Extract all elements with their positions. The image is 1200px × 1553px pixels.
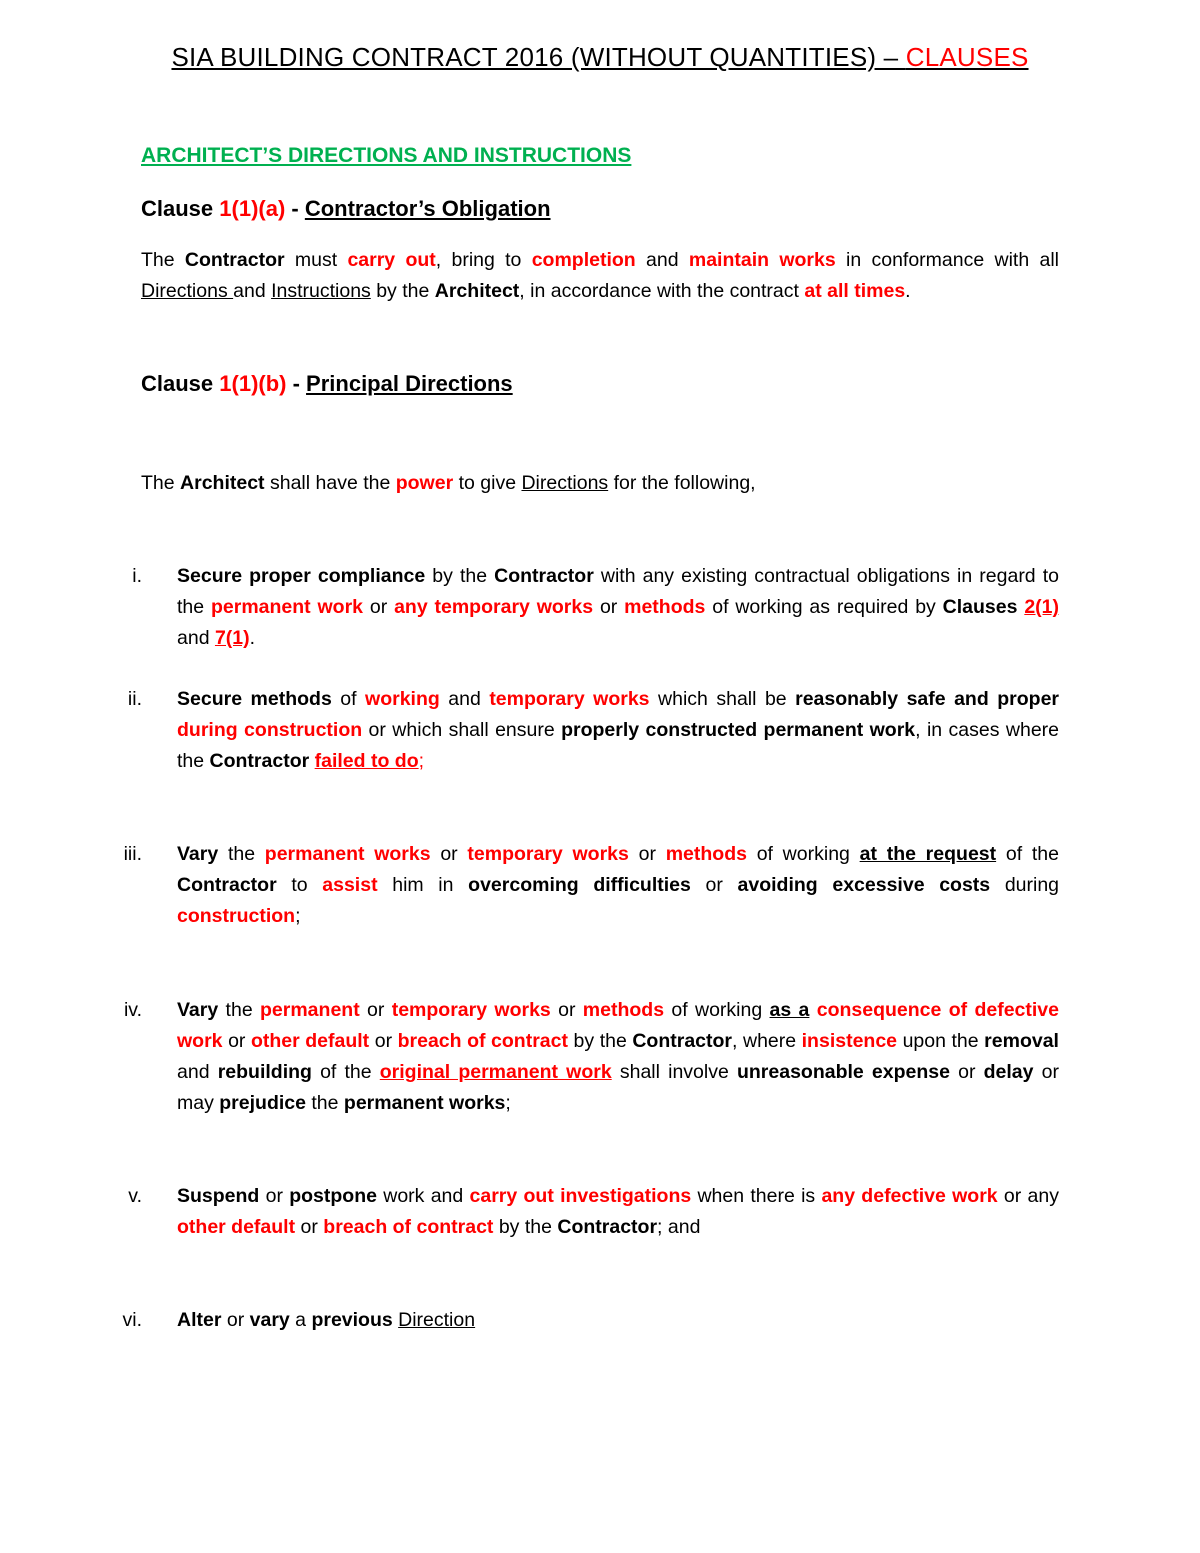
text-run: at the request [859,843,997,865]
list-item-text [177,839,1059,932]
text-run: , in cases where the [177,719,1060,772]
text-run: permanent works [264,843,431,865]
text-run: which shall be [649,688,796,710]
text-run: power [395,472,454,494]
text-run: or [222,1030,251,1052]
title-highlight: CLAUSES [905,42,1029,72]
text-run: maintain works [688,249,836,271]
text-run: Contractor [177,874,277,896]
text-run: in conformance with all [835,249,1059,271]
text-run [809,999,816,1021]
text-run: during construction [177,719,363,741]
text-run: prejudice [219,1092,306,1114]
text-run: or [363,596,395,618]
text-run: carry out [347,249,436,271]
text-run: or [259,1185,290,1207]
list-item-number: ii. [127,688,142,710]
text-run: Alter [177,1309,222,1331]
text-run: properly constructed permanent work [561,719,916,741]
text-run: Contractor [494,565,594,587]
list-item-text [177,684,1059,777]
text-run: other default [250,1030,370,1052]
clause-b-label: Clause [141,371,220,396]
text-run: Vary [177,843,219,865]
text-run: with any existing contractual obligations in regard to the [177,565,1059,618]
text-run: and [439,688,490,710]
text-run: for the following, [608,472,756,494]
text-run: consequence of defective work [177,999,1059,1052]
text-run: or [359,999,392,1021]
text-run: and [177,627,215,649]
text-run: breach of contract [323,1216,494,1238]
text-run: of working [664,999,770,1021]
text-run: to give [453,472,522,494]
text-run: The [141,249,185,271]
list-item-text [177,995,1059,1119]
text-run: and [233,280,272,302]
text-run: and [635,249,689,271]
text-run: and [177,1061,218,1083]
title-prefix: SIA BUILDING CONTRACT 2016 (WITHOUT QUANTITIES) – [171,42,906,72]
text-run: working [365,688,440,710]
text-run: methods [582,999,665,1021]
text-run: or [628,843,666,865]
text-run: Directions [141,280,234,302]
clause-a-separator: - [285,196,305,221]
text-run: Suspend [177,1185,260,1207]
text-run: or which shall ensure [362,719,562,741]
text-run: Contractor [209,750,310,772]
text-run: Contractor [632,1030,733,1052]
text-run: . [905,280,911,302]
text-run: Architect [180,472,265,494]
text-run: removal [984,1030,1059,1052]
text-run: Contractor [557,1216,658,1238]
text-run: the [305,1092,344,1114]
text-run: shall have the [264,472,396,494]
text-run: or [593,596,625,618]
text-run: carry out investigations [469,1185,692,1207]
list-item-number: iv. [123,999,142,1021]
clause-b-name: Principal Directions [306,371,513,396]
clause-a-paragraph [141,245,1059,307]
text-run: of working [746,843,860,865]
text-run: construction [177,905,296,927]
list-item-number: i. [132,565,142,587]
text-run: any defective work [821,1185,998,1207]
text-run: by the [370,280,435,302]
text-run: him in [377,874,469,896]
clause-b-heading [141,371,513,397]
text-run: upon the [897,1030,985,1052]
text-run: failed to do [314,750,419,772]
text-run: temporary works [489,688,650,710]
clause-a-number: 1(1)(a) [219,196,286,221]
text-run: temporary works [467,843,629,865]
text-run: methods [665,843,747,865]
text-run: rebuilding [217,1061,312,1083]
text-run: or [295,1216,324,1238]
text-run: 7(1) [214,627,250,649]
text-run: the [218,999,260,1021]
text-run: must [284,249,348,271]
text-run: postpone [289,1185,377,1207]
text-run: methods [624,596,706,618]
text-run: ; [295,905,301,927]
text-run: overcoming difficulties [468,874,691,896]
clause-b-separator: - [286,371,307,396]
text-run: The [141,472,181,494]
text-run: , bring to [435,249,532,271]
text-run: reasonably safe and proper [795,688,1059,710]
text-run: or [690,874,738,896]
text-run: of [331,688,366,710]
text-run: Clauses [942,596,1018,618]
text-run: work and [376,1185,470,1207]
list-item-text [177,1305,1059,1336]
text-run: shall involve [611,1061,737,1083]
text-run: or [221,1309,250,1331]
text-run: at all times [804,280,906,302]
text-run: ; [505,1092,511,1114]
text-run: by the [568,1030,633,1052]
text-run: when there is [691,1185,822,1207]
document-title [0,42,1200,73]
text-run: Instructions [271,280,371,302]
text-run: completion [531,249,636,271]
text-run: previous [311,1309,393,1331]
text-run: unreasonable expense [736,1061,950,1083]
text-run: permanent work [210,596,364,618]
text-run: Secure methods [177,688,332,710]
text-run: insistence [801,1030,898,1052]
text-run: Direction [398,1309,476,1331]
text-run: permanent [260,999,360,1021]
text-run: breach of contract [397,1030,568,1052]
text-run: the [218,843,265,865]
section-heading: ARCHITECT’S DIRECTIONS AND INSTRUCTIONS [141,144,632,167]
text-run: temporary works [391,999,551,1021]
text-run: or any [997,1185,1059,1207]
clause-b-number: 1(1)(b) [219,371,287,396]
text-run: Secure proper compliance [177,565,426,587]
text-run: by the [425,565,495,587]
text-run: during [990,874,1060,896]
text-run: avoiding excessive costs [737,874,991,896]
text-run: , in accordance with the contract [519,280,805,302]
text-run: or [430,843,468,865]
text-run: of the [311,1061,380,1083]
text-run: 2(1) [1024,596,1059,618]
text-run: ; and [657,1216,701,1238]
text-run: ; [418,750,425,772]
list-item-number: v. [128,1185,142,1207]
clause-a-name: Contractor’s Obligation [304,196,551,221]
text-run: delay [983,1061,1034,1083]
text-run: other default [177,1216,296,1238]
text-run: , where [732,1030,802,1052]
text-run: or [949,1061,984,1083]
clause-b-intro [141,468,1059,499]
text-run: of working as required by [705,596,943,618]
text-run: Vary [177,999,219,1021]
text-run: Contractor [184,249,285,271]
text-run: a [289,1309,312,1331]
list-item-text [177,561,1059,654]
clause-a-label: Clause [141,196,220,221]
text-run: of the [996,843,1059,865]
text-run: to [276,874,323,896]
text-run: Directions [521,472,609,494]
text-run: or [550,999,583,1021]
text-run: assist [322,874,378,896]
text-run: Architect [434,280,520,302]
text-run: any temporary works [394,596,594,618]
list-item-text [177,1181,1059,1243]
text-run: . [249,627,256,649]
text-run: or may [177,1061,1059,1114]
clause-a-heading [141,196,551,222]
text-run: permanent works [343,1092,506,1114]
text-run: original permanent work [379,1061,612,1083]
list-item-number: vi. [122,1309,142,1331]
text-run: or [369,1030,398,1052]
text-run: vary [249,1309,290,1331]
list-item-number: iii. [123,843,142,865]
text-run: by the [493,1216,558,1238]
text-run: as a [769,999,810,1021]
